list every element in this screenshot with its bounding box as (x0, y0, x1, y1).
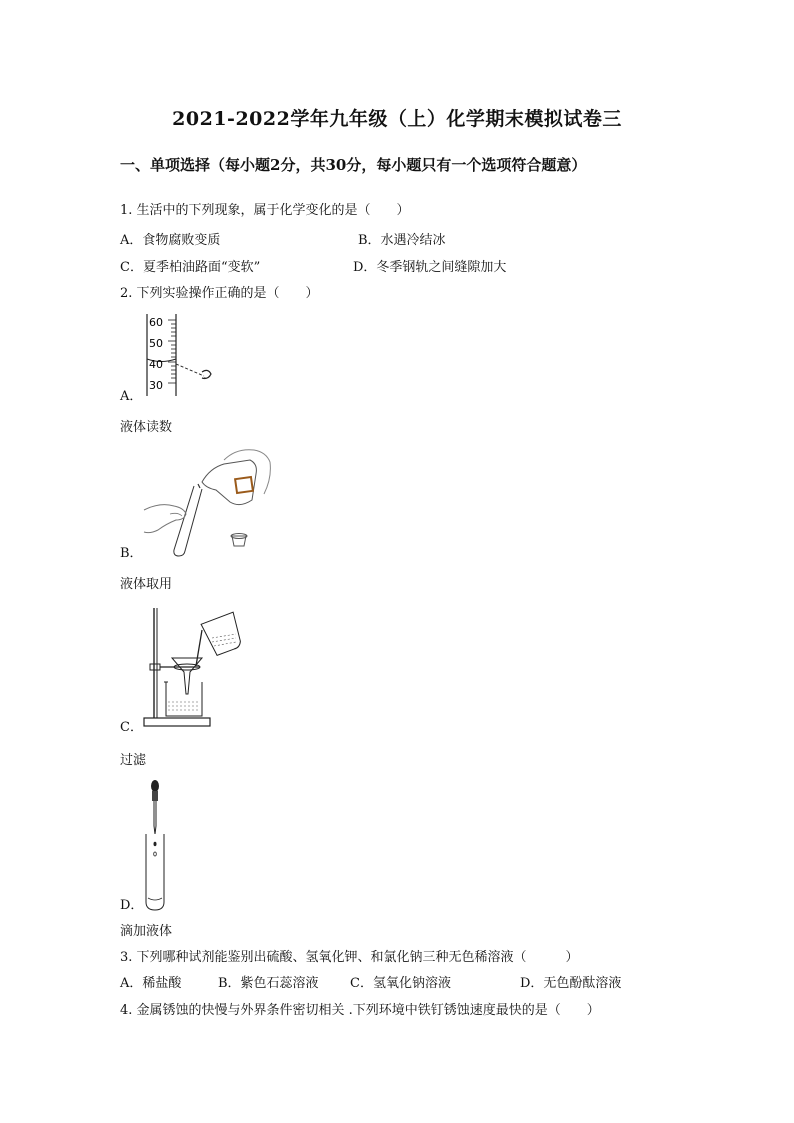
question-4-stem: 4. 金属锈蚀的快慢与外界条件密切相关 .下列环境中铁钉锈蚀速度最快的是（ ） (120, 1003, 600, 1018)
page-title: 2021-2022学年九年级（上）化学期末模拟试卷三 (172, 108, 622, 130)
question-2-option-a-label: A． (120, 389, 143, 404)
question-2-option-c-caption: 过滤 (120, 753, 147, 768)
tick-label-40: 40 (149, 358, 163, 371)
question-3-stem: 3. 下列哪种试剂能鉴别出硫酸、氢氧化钾、和氯化钠三种无色稀溶液（ ） (120, 950, 579, 965)
question-3-option-d: D．无色酚酞溶液 (520, 976, 622, 991)
question-1-option-d: D．冬季钢轨之间缝隙加大 (353, 260, 507, 275)
filtration-figure (140, 606, 250, 732)
question-2-option-b-label: B． (120, 546, 143, 561)
question-3-option-c: C．氢氧化钠溶液 (350, 976, 451, 991)
liquid-pouring-figure (140, 444, 275, 559)
question-1-option-a: A．食物腐败变质 (120, 233, 221, 248)
question-2-option-a-caption: 液体读数 (120, 420, 173, 435)
question-2-option-b-caption: 液体取用 (120, 577, 173, 592)
question-3-option-b: B．紫色石蕊溶液 (218, 976, 319, 991)
question-2-option-c-label: C． (120, 720, 143, 735)
question-2-option-d-label: D． (120, 898, 144, 913)
question-3-option-a: A．稀盐酸 (120, 976, 182, 991)
question-1-stem: 1. 生活中的下列现象，属于化学变化的是（ ） (120, 203, 410, 218)
tick-label-50: 50 (149, 337, 163, 350)
dropper-figure (142, 778, 172, 912)
tick-label-30: 30 (149, 379, 163, 392)
cylinder-reading-figure (140, 312, 230, 398)
question-2-option-d-caption: 滴加液体 (120, 924, 173, 939)
section-heading: 一、单项选择（每小题2分，共30分，每小题只有一个选项符合题意） (120, 156, 587, 174)
question-1-option-c: C．夏季柏油路面“变软” (120, 260, 261, 275)
question-1-option-b: B．水遇冷结冰 (358, 233, 446, 248)
tick-label-60: 60 (149, 316, 163, 329)
question-2-stem: 2. 下列实验操作正确的是（ ） (120, 286, 319, 301)
